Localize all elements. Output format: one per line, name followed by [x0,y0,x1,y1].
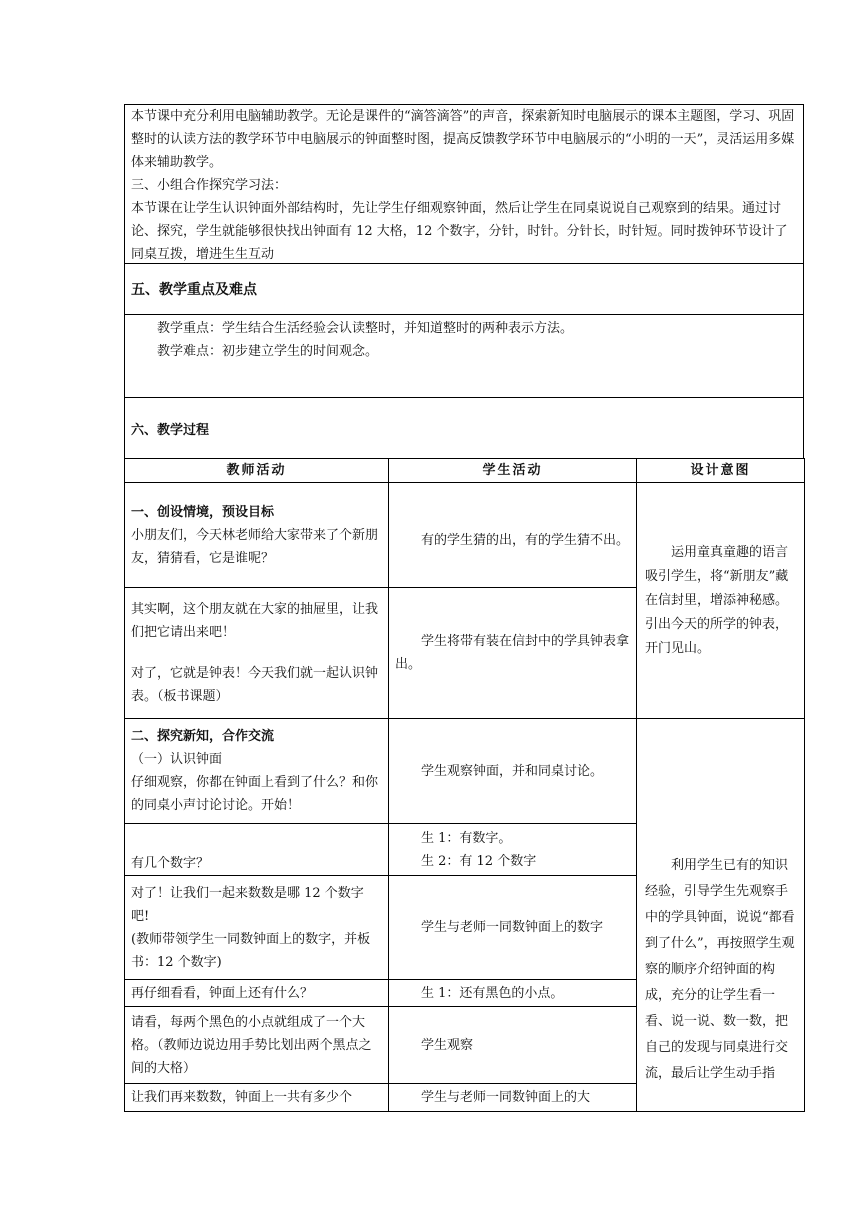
r2-teacher-b: 对了，它就是钟表！今天我们就一起认识钟表。（板书课题） [131,666,379,704]
r7-teacher-text: 请看，每两个黑色的小点就组成了一个大格。（教师边说边用手势比划出两个黑点之间的大格） [131,1014,372,1076]
r1-teacher [125,483,389,588]
r8-teacher [125,1084,389,1112]
section6-heading: 六、教学过程 [131,422,210,438]
header-intent: 设计意图 [637,459,805,483]
r3-teacher-text: 仔细观察，你都在钟面上看到了什么？和你的同桌小声讨论讨论。开始！ [131,775,379,813]
r4-teacher [125,824,389,876]
r3-student-text: 学生观察钟面，并和同桌讨论。 [421,763,604,779]
r6-student-text: 生 1：还有黑色的小点。 [421,985,564,1001]
r1-intent-text: 运用童真童趣的语言吸引学生，将“新朋友”藏在信封里，增添神秘感。引出今天的所学的钟表，开门见山。 [645,544,789,656]
section5-content [124,314,804,398]
header-teacher: 教师活动 [125,459,389,483]
r7-student [389,1007,637,1084]
header-student: 学生活动 [389,459,637,483]
r4-student-b: 生 2：有 12 个数字 [421,853,537,869]
r3-teacher [125,719,389,824]
r3-intent [637,719,805,1112]
r6-teacher [125,980,389,1007]
r1-student-text: 有的学生猜的出，有的学生猜不出。 [421,532,630,548]
r5-student [389,876,637,980]
difficult-point: 教学难点：初步建立学生的时间观念。 [157,344,379,359]
methods-paragraph-3: 本节课在让学生认识钟面外部结构时，先让学生仔细观察钟面，然后让学生在同桌说说自己观察到的结果。通过讨论、探究，学生就能够很快找出钟面有 12 大格，12 个数字，分针，时针。分针长，时针短。同时拨钟环节设计了同桌互拨，增进生生互动 [131,201,788,262]
r2-spacer [131,644,382,662]
r6-student [389,980,637,1007]
key-point: 教学重点：学生结合生活经验会认读整时，并知道整时的两种表示方法。 [157,321,574,336]
r4-student-a: 生 1：有数字。 [421,830,512,846]
r1-teacher-text: 小朋友们，今天林老师给大家带来了个新朋友，猜猜看，它是谁呢？ [131,527,379,566]
section5-heading-box [124,263,804,315]
process-table [124,458,805,1112]
r5-student-text: 学生与老师一同数钟面上的数字 [421,920,604,935]
r1-intent [637,483,805,719]
r7-teacher [125,1007,389,1084]
r1-student [389,483,637,588]
section5-heading: 五、教学重点及难点 [131,282,257,298]
r4-teacher-text: 有几个数字？ [131,856,210,871]
r4-student [389,824,637,876]
r8-student-text: 学生与老师一同数钟面上的大 [421,1090,591,1105]
r5-teacher [125,876,389,980]
r2-student-text: 学生将带有装在信封中的学具钟表拿出。 [395,634,630,672]
r8-student [389,1084,637,1112]
r3-intent-text: 利用学生已有的知识经验，引导学生先观察手中的学具钟面，说说“都看到了什么”，再按照学生观察的顺序介绍钟面的构成，充分的让学生看一看、说一说、数一数，把自己的发现与同桌进行交流，最后让学生动手指 [645,858,795,1081]
section6-heading-box [124,397,804,459]
r1-teacher-title: 一、创设情境，预设目标 [131,504,275,520]
r2-teacher [125,588,389,719]
r2-student [389,588,637,719]
r2-teacher-a: 其实啊，这个朋友就在大家的抽屉里，让我们把它请出来吧！ [131,602,379,640]
r5-teacher-b: (教师带领学生一同数钟面上的数字，并板书：12 个数字) [131,931,371,970]
r6-teacher-text: 再仔细看看，钟面上还有什么？ [131,985,314,1001]
r3-teacher-title: 二、探究新知，合作交流 [131,729,275,744]
methods-paragraph-1: 本节课中充分利用电脑辅助教学。无论是课件的“滴答滴答”的声音，探索新知时电脑展示的课本主题图，学习、巩固整时的认读方法的教学环节中电脑展示的钟面整时图，提高反馈教学环节中电脑展示的“小明的一天”，灵活运用多媒体来辅助教学。 [131,109,795,170]
methods-block [124,104,804,264]
r3-teacher-sub: （一）认识钟面 [131,752,223,767]
r3-student [389,719,637,824]
r7-student-text: 学生观察 [421,1037,474,1053]
r5-teacher-a: 对了！让我们一起来数数是哪 12 个数字吧! [131,885,364,924]
r8-teacher-text: 让我们再来数数，钟面上一共有多少个 [131,1090,353,1105]
methods-heading-3: 三、小组合作探究学习法： [131,178,288,193]
